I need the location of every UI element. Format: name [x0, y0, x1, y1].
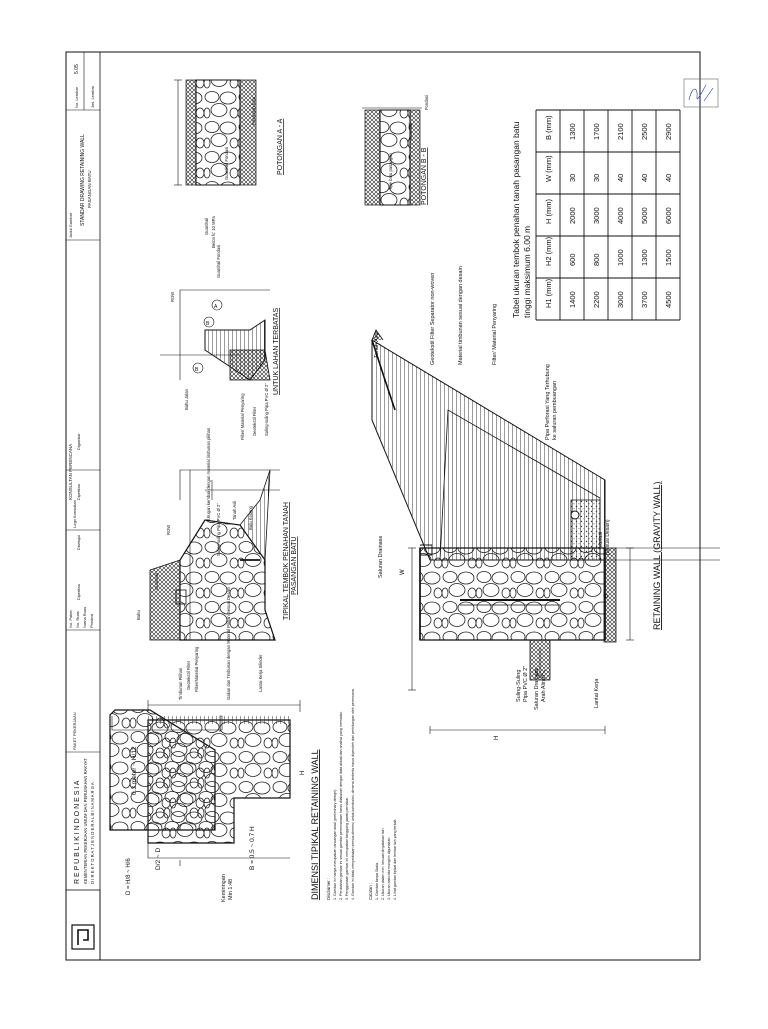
fill-material-label: Material timbunan sesuai dengan desain	[458, 266, 464, 365]
limited-label-4: Suling-suling Pipa PVC Ø 2"	[264, 383, 269, 436]
dim-base-label: B = 0.5 ~ 0.7 H	[249, 826, 256, 870]
section-a-body	[196, 80, 240, 185]
limited-label-6: ROW	[170, 291, 175, 302]
typical-label-7: Batu Kosong	[248, 506, 253, 530]
typical-label-5: Galian dan Timbunan dengan Material Pilihan Sesuai Desain	[226, 587, 231, 700]
consultant-logo-label: Logo Konsultan	[72, 500, 77, 528]
pipa-label: Pipa PVC Ø 2"	[523, 665, 529, 702]
table-cell: 40	[616, 173, 625, 182]
drainage-top-label: Saluran Drainase	[378, 535, 384, 578]
section-a-title: POTONGAN A - A	[277, 118, 284, 175]
disclaimer-4: 4. Gambar ini tidak menyediakan semua dimensi untuk konstruksi; dimensi tertentu harus diperoleh dari perhitungan oleh perencana.	[351, 688, 355, 900]
note-1: 1. Gambar tanpa Skala.	[375, 862, 379, 900]
geotextile-label: Geotekstil Filter Separator non-woven	[430, 272, 436, 365]
typical-label-3: Filter/Material Penyaring	[194, 646, 199, 692]
sheet-no-label: No. Lembar	[74, 87, 79, 108]
note-2: 2. Ukuran dalam mm, kecuali dinyatakan lain.	[381, 827, 385, 900]
table-header-cell: H2 (mm)	[544, 236, 553, 266]
gravity-wall-body	[420, 548, 605, 640]
gravity-h-label: H	[494, 735, 500, 740]
sheet-title-label: Judul Gambar	[68, 212, 73, 238]
gravity-w-label: W	[400, 569, 406, 575]
dim-depth-label: D = H/8 ~ H/6	[126, 858, 132, 895]
flow-direction-label: Arah Aliran	[541, 675, 547, 702]
table-cell: 2000	[568, 207, 577, 224]
selected-fill	[150, 560, 180, 640]
table-header-cell: H1 (mm)	[544, 278, 553, 308]
table-cell: 1400	[568, 291, 577, 308]
table-cell: 1300	[640, 249, 649, 266]
variation-label: Variasi	[598, 531, 604, 548]
typical-label-12: Guardrail	[154, 572, 159, 590]
work-floor-label: Lantai Kerja	[594, 678, 600, 708]
dim-height-label: H	[300, 770, 306, 775]
table-cell: 5000	[640, 207, 649, 224]
typical-label-2: Geotekstil Filter	[186, 660, 191, 690]
section-b-b	[362, 95, 429, 205]
disclaimer-1: 1. Gambar ini hanya merupakan rancangan awal (preliminary design).	[333, 788, 337, 900]
sheet-subtitle: PASANGAN BATU	[87, 170, 92, 208]
table-cell: 1300	[568, 123, 577, 140]
limited-label-5: Guardrail Fondasi	[216, 244, 221, 278]
suling-label: Suling-Suling	[516, 669, 522, 702]
table-cell: 4500	[664, 291, 673, 308]
table-cell: 40	[664, 173, 673, 182]
directorate-label: D I R E K T O R A T J E N D E R A L B I N A M A R G A	[90, 782, 95, 884]
svg-text:B: B	[206, 321, 210, 327]
original-soil-label: Tanah Asli	[374, 332, 380, 358]
dim-slope-label: Kemiringan	[221, 874, 227, 902]
svg-text:A: A	[214, 304, 218, 310]
disclaimer-2: 2. Perubahan gambar ini sesuai gambar perencanaan harus dilakukan dengan data aktual dan analisa yang memadai.	[339, 711, 343, 900]
table-cell: 1000	[616, 249, 625, 266]
section-b-label-2: Tipe batu pasangan	[388, 153, 393, 190]
perforated-pipe-icon	[571, 511, 579, 519]
section-b-label-3: Fondasi	[424, 95, 429, 110]
limited-label-2: Filter/ Material Penyaring	[240, 393, 245, 440]
table-cell: 3000	[616, 291, 625, 308]
section-b-title: POTONGAN B - B	[421, 147, 428, 205]
table-cell: 2100	[616, 123, 625, 140]
table-header-cell: W (mm)	[544, 155, 553, 182]
table-cell: 3000	[592, 207, 601, 224]
ministry-logo-icon	[72, 925, 94, 949]
table-cell: 3700	[640, 291, 649, 308]
typical-label-10: ROW	[166, 524, 171, 535]
role-3: Disetujui	[77, 535, 81, 550]
section-a-label-2: Beton fc' 10 MPa	[211, 216, 216, 248]
notes-title: Catatan :	[368, 883, 373, 900]
table-title: Tabel ukuran tembok penahan tanah pasangan batu	[511, 121, 521, 318]
typical-label-11: Bahu	[136, 610, 141, 620]
gravity-b-label: B	[604, 593, 610, 598]
typical-label-6: Lantai Kerja Silinder	[258, 654, 263, 692]
per-design-label: (Sesuai Desain)	[605, 519, 611, 555]
dim-toe-label: D/2 ~ D	[155, 847, 162, 870]
perforated-pipe-label: Pipa Perforasi Yang Terhubung	[545, 364, 551, 440]
field-no-ruas: No. Ruas	[75, 611, 80, 628]
package-label: PAKET PEKERJAAN	[72, 712, 77, 750]
limited-label-3: Geotekstil Filter	[252, 406, 257, 436]
section-b-label-1: Guardrail	[408, 122, 413, 140]
table-cell: 2900	[664, 123, 673, 140]
field-provinsi: Provinsi	[89, 613, 94, 628]
svg-text:B: B	[195, 367, 199, 373]
drainage-bottom-label: Saluran Drainase	[534, 667, 540, 710]
table-header-cell: H (mm)	[544, 199, 553, 224]
limited-label-1: Bahu Jalan	[184, 389, 189, 410]
role-4: Diperiksa	[77, 584, 81, 600]
role-1: Digambar	[77, 433, 81, 450]
section-a-label-1: Guardrail	[204, 217, 209, 235]
dimension-section-title: DIMENSI TIPIKAL RETAINING WALL	[310, 749, 320, 900]
limited-land-title: UNTUK LAHAN TERBATAS	[273, 307, 280, 395]
field-no-paket: No. Paket	[68, 610, 73, 628]
consultant-label: KONSULTAN PERENCANA	[68, 443, 73, 500]
typical-label-1: Timbunan Pilihan	[178, 667, 183, 700]
table-cell: 30	[568, 173, 577, 182]
typical-label-8: Urugan kembali dengan material timbunan pilihan	[206, 427, 211, 520]
field-nama-ruas: Nama Ruas	[82, 606, 87, 628]
dim-top-label: 0.3 meter ~ H/12	[131, 746, 138, 795]
sheet-total-label: Jml. Lembar	[90, 85, 95, 108]
sheet-no: 5.05	[74, 64, 80, 74]
section-a-label-3: Guardrail Fondasi	[224, 146, 229, 180]
filter-material-label: Filter/ Material Penyaring	[492, 303, 498, 365]
typical-label-4: Suling-suling Pipa PVC Ø 2"	[216, 503, 221, 556]
table-cell: 800	[592, 253, 601, 266]
table-cell: 6000	[664, 207, 673, 224]
dim-slope-ratio: Min 1:48	[228, 878, 234, 900]
table-subtitle: tinggi maksimum 6.00 m	[522, 225, 532, 318]
table-cell: 2200	[592, 291, 601, 308]
country-label: R E P U B L I K I N D O N E S I A	[74, 780, 81, 884]
disclaimer-title: Disclaimer :	[326, 878, 331, 900]
to-drain-label: ke saluran pembuangan	[552, 380, 558, 440]
gravity-wall-title: RETAINING WALL (GRAVITY WALL)	[652, 481, 662, 630]
table-cell: 1700	[592, 123, 601, 140]
role-2: Diperiksa	[77, 484, 81, 500]
note-3: 3. Ukuran batu bila mungkin digunakan.	[387, 836, 391, 900]
section-a-label-4: Pasangan batu	[251, 96, 256, 125]
table-cell: 40	[640, 173, 649, 182]
disclaimer-3: 3. Penggunaan gambar ini merupakan tanggung jawab pemakai.	[345, 796, 349, 900]
table-cell: 600	[568, 253, 577, 266]
ministry-label: KEMENTERIAN PEKERJAAN UMUM DAN PERUMAHAN RAKYAT	[83, 758, 88, 884]
sheet-title: STANDAR DRAWING RETAINING WALL	[80, 134, 86, 226]
table-cell: 4000	[616, 207, 625, 224]
table-cell: 30	[592, 173, 601, 182]
table-cell: 1500	[664, 249, 673, 266]
table-header-cell: B (mm)	[544, 115, 553, 140]
typical-section-title: TIPIKAL TEMBOK PENAHAN TANAH	[283, 502, 290, 620]
typical-section-subtitle: PASANGAN BATU	[291, 536, 298, 595]
table-cell: 2500	[640, 123, 649, 140]
section-b-body	[380, 110, 410, 205]
note-4: 4. Lihat gambar tipikal dan lembar lain yang terkait.	[393, 818, 397, 900]
typical-label-9: Tanah Asli	[232, 500, 237, 520]
